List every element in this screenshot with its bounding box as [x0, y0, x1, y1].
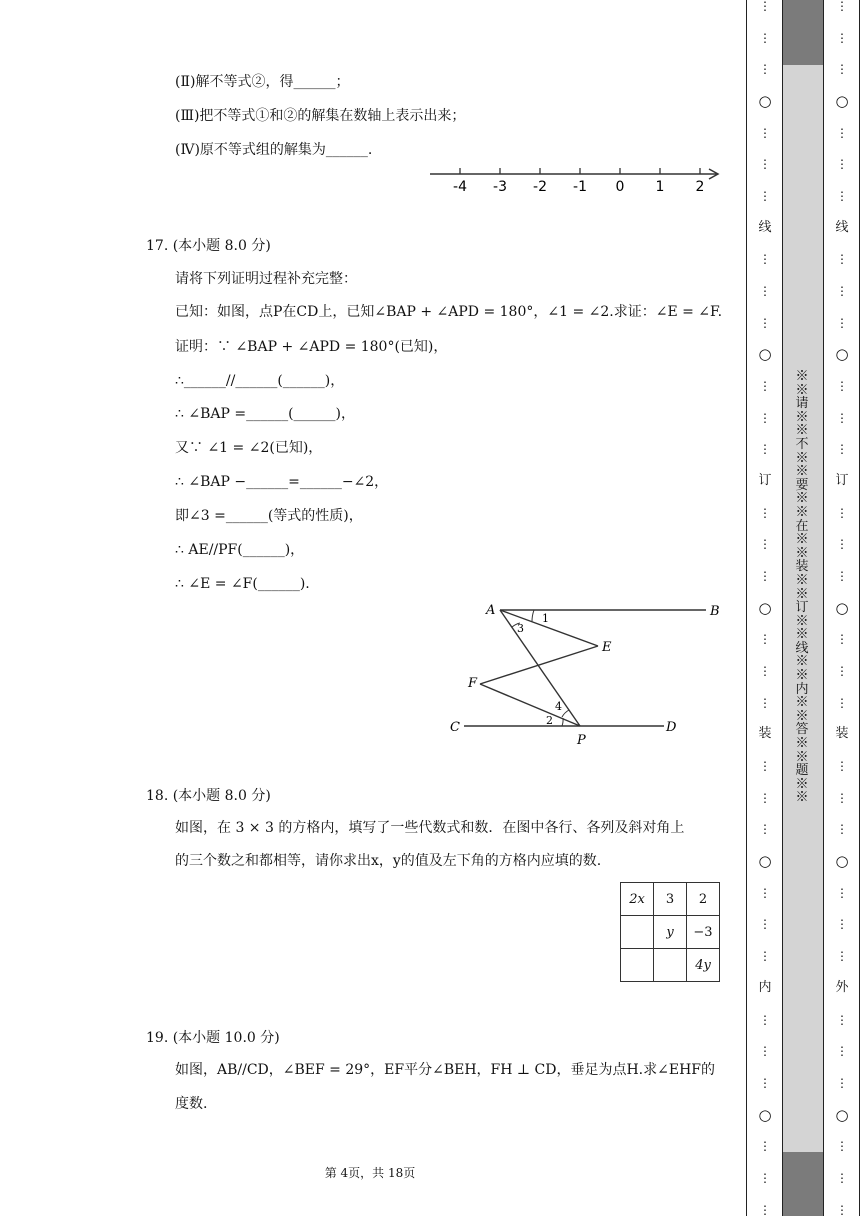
point-label-f: F	[468, 676, 478, 691]
seal-dots: ⋮	[759, 537, 771, 552]
seal-dots: ⋮	[759, 1139, 771, 1154]
seal-dots: ⋮	[836, 252, 848, 267]
seal-dots: ⋮	[836, 1075, 848, 1090]
seal-dots: ⋮	[836, 284, 848, 299]
seal-mark-mark2: 订	[758, 473, 772, 489]
seal-circle: ○	[758, 598, 772, 617]
no-answer-notice: ※※请※※不※※要※※在※※装※※订※※线※※内※※答※※题※※	[795, 369, 809, 806]
seal-dots: ⋮	[759, 1044, 771, 1059]
seal-dots: ⋮	[759, 125, 771, 140]
grid-cell: y	[654, 916, 687, 949]
question-18-header: 18. (本小题 8.0 分)	[146, 788, 271, 804]
seal-dots: ⋮	[759, 759, 771, 774]
seal-mark-mark1: 线	[758, 219, 772, 235]
seal-dots: ⋮	[836, 1139, 848, 1154]
seal-dots: ⋮	[836, 632, 848, 647]
point-label-a: A	[486, 603, 496, 618]
question-19-header: 19. (本小题 10.0 分)	[146, 1030, 280, 1046]
seal-dots: ⋮	[759, 917, 771, 932]
seal-dots: ⋮	[836, 1012, 848, 1027]
inequality-step-2: (Ⅱ)解不等式②，得______；	[175, 74, 350, 90]
grid-cell: 2x	[621, 883, 654, 916]
seal-dots: ⋮	[836, 695, 848, 710]
magic-square-grid	[620, 882, 720, 982]
seal-dots: ⋮	[836, 664, 848, 679]
seal-dots: ⋮	[836, 30, 848, 45]
angle-label-2: 2	[546, 714, 553, 727]
seal-dots: ⋮	[836, 189, 848, 204]
seal-dots: ⋮	[759, 62, 771, 77]
seal-dots: ⋮	[836, 569, 848, 584]
q17-given: 已知：如图，点P在CD上，已知∠BAP + ∠APD = 180°，∠1 = ∠2.求证：∠E = ∠F.	[175, 304, 723, 320]
number-line-tick-label: 1	[655, 179, 665, 195]
grid-row	[621, 883, 720, 916]
band-cap-top	[783, 0, 823, 65]
seal-circle: ○	[835, 852, 849, 871]
seal-dots: ⋮	[836, 917, 848, 932]
inner-seal-line	[756, 0, 774, 1216]
seal-dots: ⋮	[759, 252, 771, 267]
q19-text-line: 如图，AB//CD，∠BEF = 29°，EF平分∠BEH，FH ⊥ CD，垂足为点H.求∠EHF的	[175, 1062, 716, 1078]
seal-dots: ⋮	[759, 505, 771, 520]
point-label-c: C	[450, 720, 460, 735]
seal-dots: ⋮	[759, 1202, 771, 1217]
seal-dots: ⋮	[836, 62, 848, 77]
seal-dots: ⋮	[759, 1075, 771, 1090]
seal-dots: ⋮	[836, 537, 848, 552]
seal-mark-mark4: 内	[758, 979, 772, 995]
grid-cell	[654, 949, 687, 982]
seal-dots: ⋮	[836, 379, 848, 394]
number-line	[425, 160, 725, 200]
number-line-tick-label: -3	[493, 179, 507, 195]
point-label-d: D	[666, 720, 677, 735]
seal-dots: ⋮	[836, 0, 848, 13]
q17-proof-line: ∴______//______(______)，	[175, 373, 345, 389]
seal-dots: ⋮	[759, 790, 771, 805]
seal-dots: ⋮	[759, 315, 771, 330]
seal-mark-mark3: 装	[758, 726, 772, 742]
seal-dots: ⋮	[836, 315, 848, 330]
angle-label-4: 4	[555, 700, 562, 713]
q17-proof-line: 证明：∵ ∠BAP + ∠APD = 180°(已知)，	[175, 339, 448, 355]
point-label-e: E	[602, 640, 612, 655]
seal-dots: ⋮	[836, 885, 848, 900]
seal-dots: ⋮	[759, 632, 771, 647]
seal-dots: ⋮	[759, 1012, 771, 1027]
seal-circle: ○	[835, 92, 849, 111]
seal-circle: ○	[835, 1105, 849, 1124]
seal-circle: ○	[758, 852, 772, 871]
number-line-tick-label: -2	[533, 179, 547, 195]
seal-dots: ⋮	[759, 379, 771, 394]
seal-dots: ⋮	[759, 30, 771, 45]
grid-cell: −3	[687, 916, 720, 949]
seal-dots: ⋮	[759, 189, 771, 204]
q17-proof-line: 又∵ ∠1 = ∠2(已知)，	[175, 440, 323, 456]
q17-geometry-figure	[440, 596, 730, 746]
seal-circle: ○	[758, 92, 772, 111]
seal-circle: ○	[835, 598, 849, 617]
seal-dots: ⋮	[836, 125, 848, 140]
seal-mark-mark4: 外	[835, 979, 849, 995]
outer-seal-line	[833, 0, 851, 1216]
q17-proof-line: 即∠3 =______(等式的性质)，	[175, 508, 363, 524]
grid-cell: 3	[654, 883, 687, 916]
seal-dots: ⋮	[836, 790, 848, 805]
number-line-tick-label: -1	[573, 179, 587, 195]
seal-dots: ⋮	[836, 1044, 848, 1059]
point-label-b: B	[710, 604, 720, 619]
seal-dots: ⋮	[836, 1170, 848, 1185]
grid-row	[621, 949, 720, 982]
seal-mark-mark3: 装	[835, 726, 849, 742]
seal-dots: ⋮	[836, 759, 848, 774]
number-line-tick-label: 2	[695, 179, 705, 195]
inequality-step-3: (Ⅲ)把不等式①和②的解集在数轴上表示出来；	[175, 108, 466, 124]
seal-dots: ⋮	[759, 664, 771, 679]
seal-dots: ⋮	[759, 410, 771, 425]
seal-mark-mark2: 订	[835, 473, 849, 489]
grid-row	[621, 916, 720, 949]
grid-cell	[621, 949, 654, 982]
q18-text-line: 如图，在 3 × 3 的方格内，填写了一些代数式和数．在图中各行、各列及斜对角上	[175, 820, 685, 836]
seal-dots: ⋮	[836, 1202, 848, 1217]
q17-proof-line: ∴ ∠E = ∠F(______).	[175, 576, 310, 592]
seal-dots: ⋮	[759, 695, 771, 710]
band-cap-bottom	[783, 1152, 823, 1216]
number-line-tick-label: -4	[453, 179, 467, 195]
q17-proof-line: ∴ ∠BAP −______=______−∠2，	[175, 474, 389, 490]
seal-dots: ⋮	[759, 949, 771, 964]
seal-dots: ⋮	[836, 949, 848, 964]
number-line-tick-label: 0	[615, 179, 625, 195]
angle-label-3: 3	[517, 622, 524, 635]
page-footer: 第 4页，共 18页	[324, 1166, 416, 1180]
seal-dots: ⋮	[836, 157, 848, 172]
seal-dots: ⋮	[759, 157, 771, 172]
inequality-step-4: (Ⅳ)原不等式组的解集为______.	[175, 142, 373, 158]
seal-dots: ⋮	[759, 1170, 771, 1185]
seal-dots: ⋮	[759, 442, 771, 457]
seal-dots: ⋮	[759, 569, 771, 584]
q17-proof-line: ∴ ∠BAP =______(______)，	[175, 406, 356, 422]
q17-instruction: 请将下列证明过程补充完整：	[175, 271, 357, 287]
q18-text-line: 的三个数之和都相等，请你求出x，y的值及左下角的方格内应填的数.	[175, 853, 602, 869]
seal-mark-mark1: 线	[835, 219, 849, 235]
seal-dots: ⋮	[836, 505, 848, 520]
q19-text-line: 度数.	[175, 1096, 208, 1112]
question-17-header: 17. (本小题 8.0 分)	[146, 238, 271, 254]
angle-label-1: 1	[542, 612, 549, 625]
q17-proof-line: ∴ AE//PF(______)，	[175, 542, 305, 558]
seal-dots: ⋮	[836, 410, 848, 425]
grid-cell: 4y	[687, 949, 720, 982]
seal-dots: ⋮	[759, 0, 771, 13]
point-label-p: P	[577, 733, 586, 746]
seal-dots: ⋮	[759, 885, 771, 900]
seal-circle: ○	[835, 345, 849, 364]
seal-dots: ⋮	[759, 284, 771, 299]
grid-cell: 2	[687, 883, 720, 916]
seal-dots: ⋮	[836, 822, 848, 837]
grid-cell	[621, 916, 654, 949]
seal-circle: ○	[758, 1105, 772, 1124]
seal-dots: ⋮	[836, 442, 848, 457]
seal-circle: ○	[758, 345, 772, 364]
seal-dots: ⋮	[759, 822, 771, 837]
